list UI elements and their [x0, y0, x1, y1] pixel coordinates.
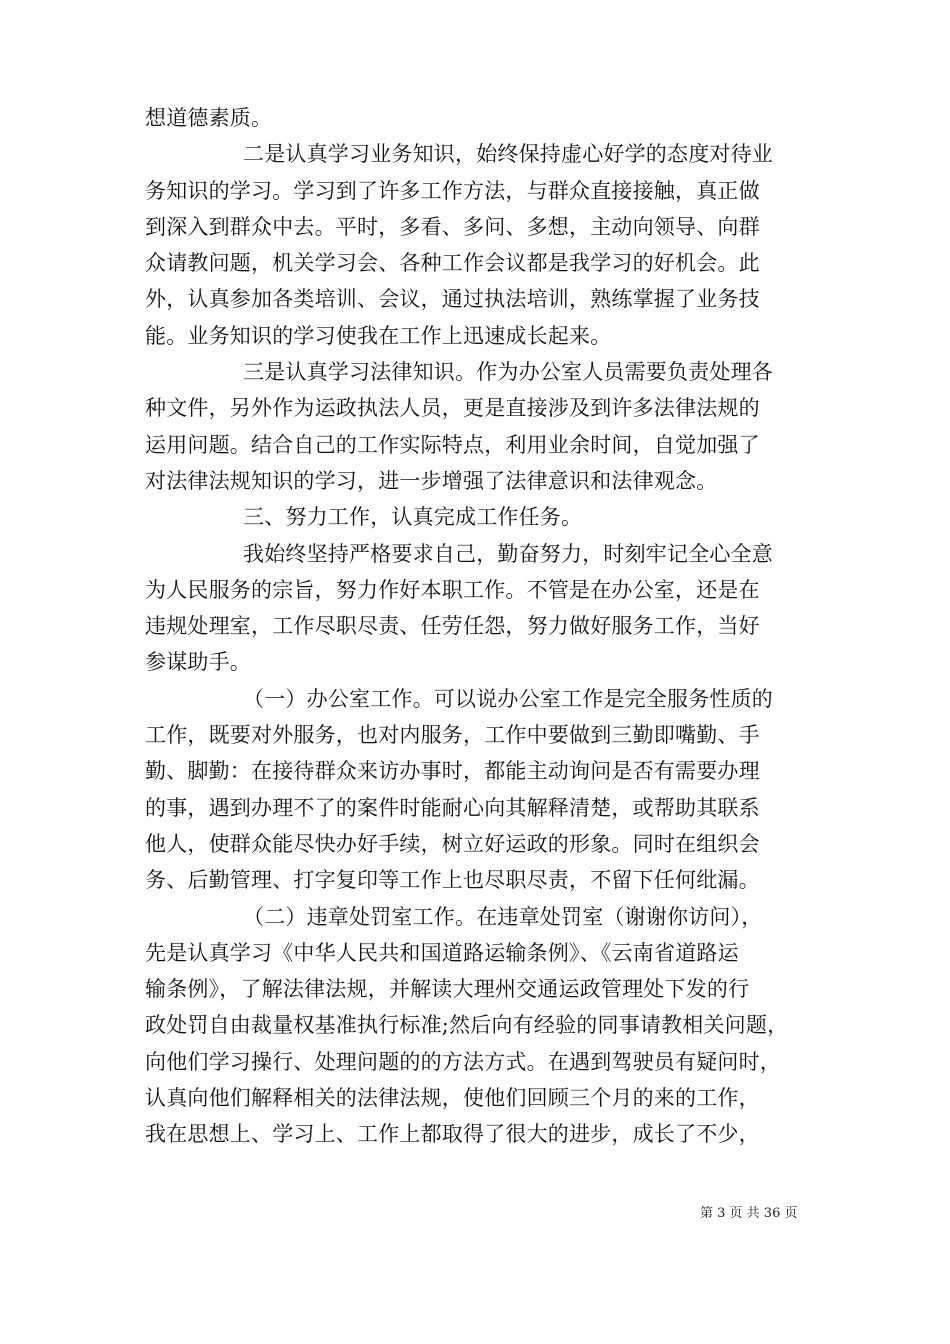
- document-body: [145, 100, 810, 1153]
- text-line: 勤、脚勤：在接待群众来访办事时，都能主动询问是否有需要办理: [145, 759, 760, 784]
- text-line: （一）办公室工作。可以说办公室工作是完全服务性质的: [243, 686, 773, 711]
- text-line: 先是认真学习《中华人民共和国道路运输条例》、《云南省道路运: [145, 940, 739, 965]
- text-line: 能。业务知识的学习使我在工作上迅速成长起来。: [145, 323, 612, 348]
- text-line: 到深入到群众中去。平时，多看、多问、多想，主动向领导、向群: [145, 214, 760, 239]
- text-line: 对法律法规知识的学习，进一步增强了法律意识和法律观念。: [145, 468, 718, 493]
- text-line: 他人，使群众能尽快办好手续，树立好运政的形象。同时在组织会: [145, 831, 760, 856]
- page-number-footer: 第 3 页 共 36 页: [700, 1206, 798, 1221]
- text-line: 我在思想上、学习上、工作上都取得了很大的进步，成长了不少，: [145, 1122, 760, 1147]
- text-line: 政处罚自由裁量权基准执行标准;然后向有经验的同事请教相关问题，: [145, 1013, 789, 1038]
- text-line: 想道德素质。: [145, 106, 273, 130]
- text-line: 三、努力工作，认真完成工作任务。: [243, 505, 583, 530]
- text-line: 违规处理室，工作尽职尽责、任劳任怨，努力做好服务工作，当好: [145, 614, 760, 639]
- text-line: 众请教问题，机关学习会、各种工作会议都是我学习的好机会。此: [145, 251, 760, 276]
- text-line: 工作，既要对外服务，也对内服务，工作中要做到三勤即嘴勤、手: [145, 723, 760, 748]
- text-line: 认真向他们解释相关的法律法规，使他们回顾三个月的来的工作，: [145, 1086, 760, 1111]
- text-line: 我始终坚持严格要求自己，勤奋努力，时刻牢记全心全意: [243, 541, 773, 566]
- text-line: 种文件，另外作为运政执法人员，更是直接涉及到许多法律法规的: [145, 396, 760, 421]
- text-line: 二是认真学习业务知识，始终保持虚心好学的态度对待业: [243, 142, 773, 167]
- text-line: （二）违章处罚室工作。在违章处罚室（谢谢你访问），: [243, 904, 763, 929]
- text-line: 为人民服务的宗旨，努力作好本职工作。不管是在办公室，还是在: [145, 577, 760, 602]
- text-line: 三是认真学习法律知识。作为办公室人员需要负责处理各: [243, 360, 773, 385]
- text-line: 外，认真参加各类培训、会议，通过执法培训，熟练掌握了业务技: [145, 287, 760, 312]
- text-line: 的事，遇到办理不了的案件时能耐心向其解释清楚，或帮助其联系: [145, 795, 760, 820]
- text-line: 输条例》，了解法律法规，并解读大理州交通运政管理处下发的行: [145, 977, 750, 1002]
- text-line: 务知识的学习。学习到了许多工作方法，与群众直接接触，真正做: [145, 178, 760, 203]
- text-line: 向他们学习操行、处理问题的的方法方式。在遇到驾驶员有疑问时，: [145, 1049, 781, 1074]
- text-line: 运用问题。结合自己的工作实际特点，利用业余时间，自觉加强了: [145, 432, 760, 457]
- text-line: 参谋助手。: [145, 650, 251, 675]
- text-line: 务、后勤管理、打字复印等工作上也尽职尽责，不留下任何纰漏。: [145, 868, 760, 893]
